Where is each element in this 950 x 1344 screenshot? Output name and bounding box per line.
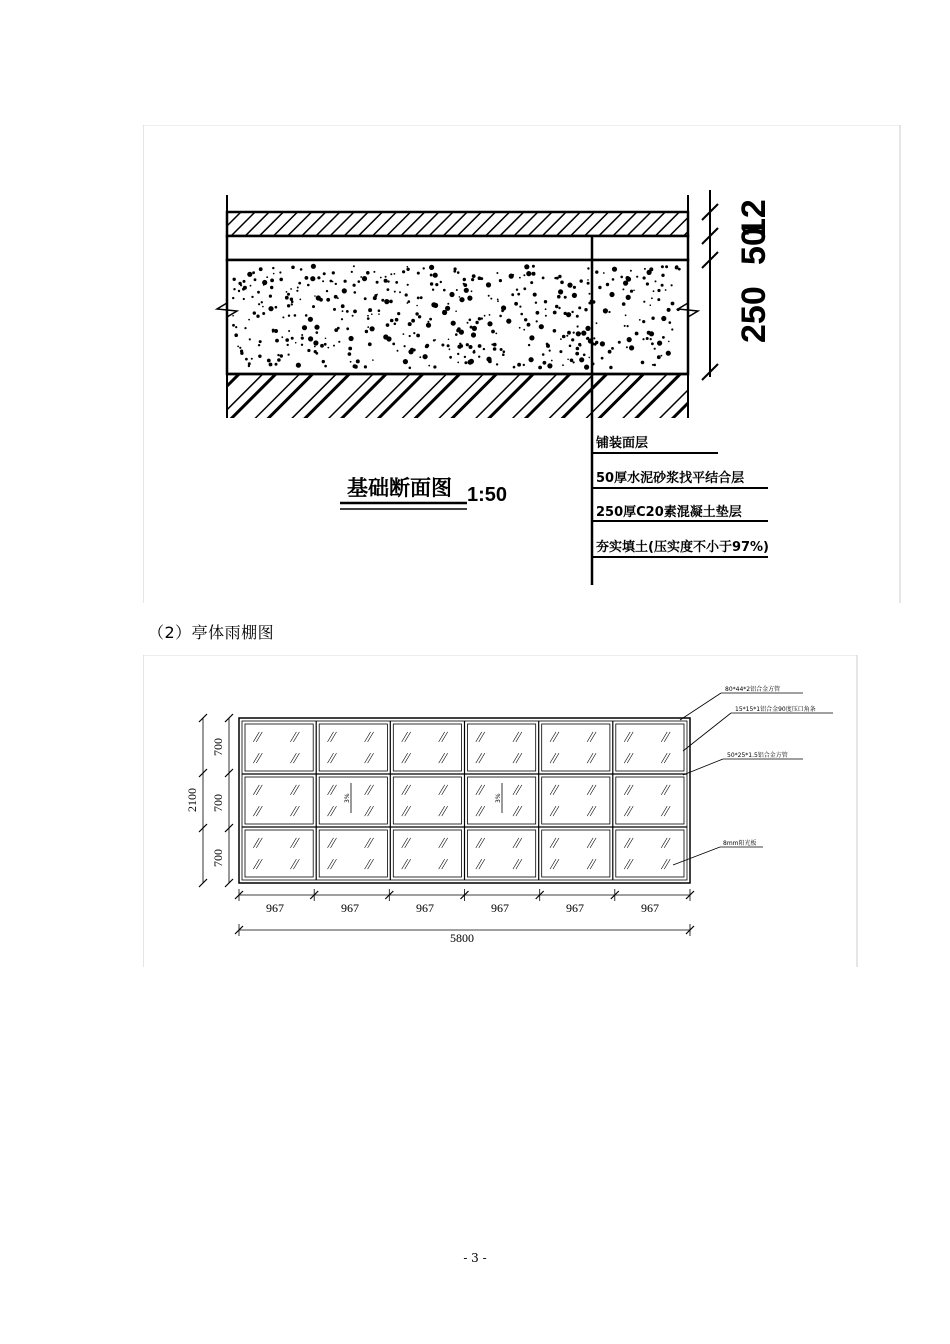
col-width-2: 967 bbox=[341, 901, 359, 915]
layer-label-4: 夯实填土(压实度不小于97%) bbox=[596, 540, 769, 555]
layer-label-3: 250厚C20素混凝土垫层 bbox=[596, 505, 742, 520]
col-width-4: 967 bbox=[491, 901, 509, 915]
layer-label-1: 铺装面层 bbox=[596, 436, 649, 451]
foundation-section-drawing bbox=[143, 125, 903, 603]
paving-layer bbox=[227, 212, 688, 236]
slope-mark-1: 3% bbox=[344, 793, 351, 803]
figure2-caption: （2）亭体雨棚图 bbox=[148, 623, 275, 642]
callout-4: 8mm阳光板 bbox=[723, 840, 757, 847]
col-width-6: 967 bbox=[641, 901, 659, 915]
figure1-scale: 1:50 bbox=[467, 484, 508, 506]
col-width-1: 967 bbox=[266, 901, 284, 915]
mortar-layer bbox=[227, 236, 688, 260]
canopy-plan-drawing bbox=[143, 655, 859, 967]
row-height-1: 700 bbox=[211, 738, 225, 756]
dim-250: 250 bbox=[735, 286, 773, 343]
figure1-title: 基础断面图 bbox=[347, 476, 452, 500]
callout-3: 50*25*1.5铝合金方管 bbox=[727, 752, 788, 759]
concrete-layer bbox=[227, 260, 688, 374]
page-number: - 3 - bbox=[463, 1251, 487, 1265]
dim-12: 12 bbox=[735, 199, 773, 237]
total-height-label: 2100 bbox=[185, 788, 199, 812]
col-width-5: 967 bbox=[566, 901, 584, 915]
callout-1: 80*44*2铝合金方管 bbox=[725, 686, 781, 693]
earth-layer bbox=[227, 374, 688, 418]
row-height-2: 700 bbox=[211, 794, 225, 812]
layer-label-2: 50厚水泥砂浆找平结合层 bbox=[596, 471, 745, 486]
slope-mark-2: 3% bbox=[495, 793, 502, 803]
col-width-3: 967 bbox=[416, 901, 434, 915]
callout-2: 15*15*1铝合金90度压口角条 bbox=[735, 706, 816, 713]
dim-50: 50 bbox=[735, 227, 773, 265]
total-width-label: 5800 bbox=[450, 931, 474, 945]
row-height-3: 700 bbox=[211, 849, 225, 867]
